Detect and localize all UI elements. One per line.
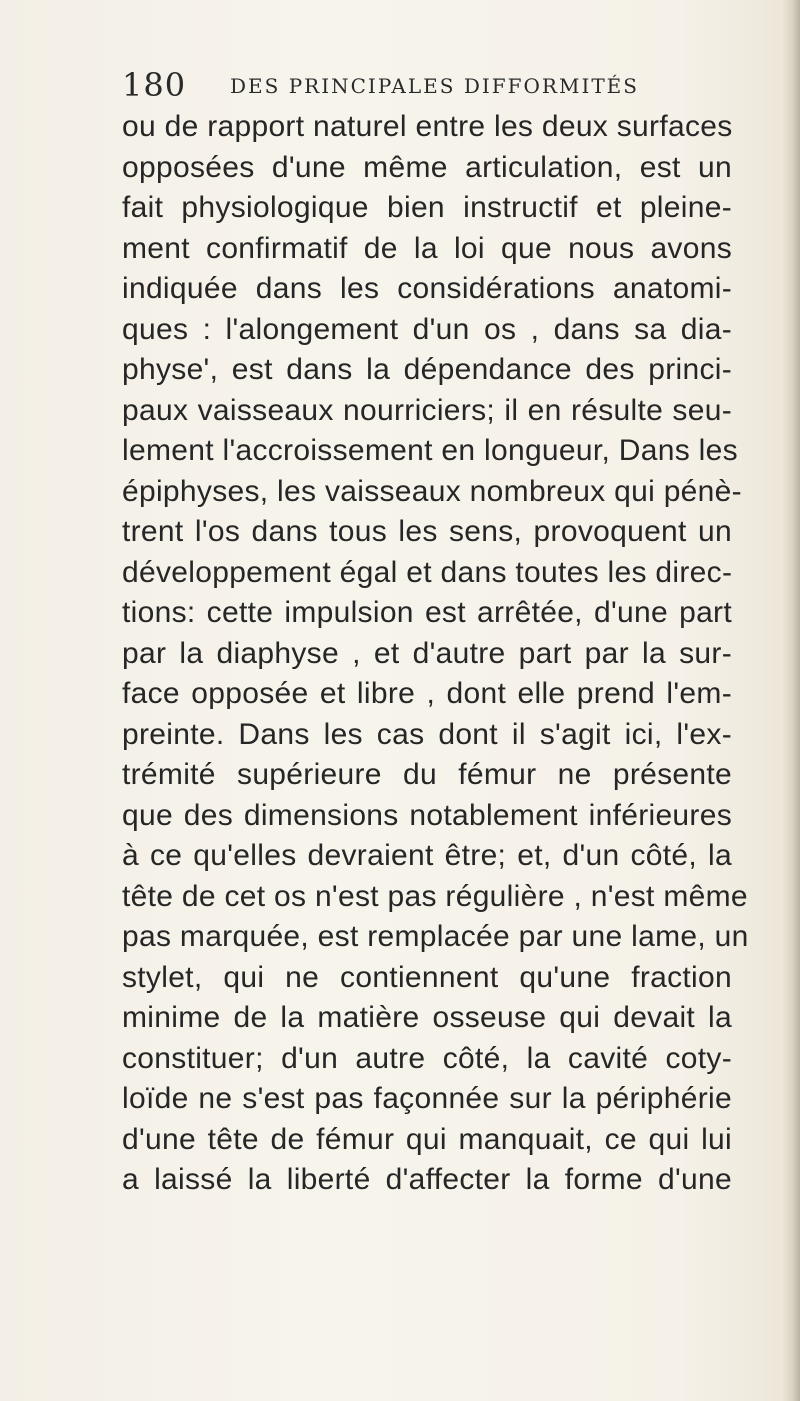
- text-line: tête de cet os n'est pas régulière , n'est même: [122, 879, 748, 913]
- text-line: d'une tête de fémur qui manquait, ce qui lui: [122, 1122, 732, 1156]
- text-line: trent l'os dans tous les sens, provoquent un: [122, 515, 732, 548]
- text-line: physe', est dans la dépendance des princi-: [122, 353, 732, 386]
- text-line: lement l'accroissement en longueur, Dans les: [122, 434, 738, 467]
- text-line: indiquée dans les considérations anatomi-: [122, 272, 732, 305]
- running-title: DES PRINCIPALES DIFFORMITÉS: [230, 74, 639, 98]
- text-line: ou de rapport naturel entre les deux surfaces: [122, 110, 733, 143]
- text-line: fait physiologique bien instructif et pleine-: [122, 191, 732, 224]
- text-line: trémité supérieure du fémur ne présente: [122, 758, 732, 791]
- text-line: tions: cette impulsion est arrêtée, d'une part: [122, 596, 732, 629]
- text-line: preinte. Dans les cas dont il s'agit ici, l'ex-: [122, 717, 732, 751]
- text-line: épiphyses, les vaisseaux nombreux qui pénè-: [122, 474, 742, 508]
- text-line: paux vaisseaux nourriciers; il en résulte seu-: [122, 393, 732, 427]
- text-line: par la diaphyse , et d'autre part par la sur-: [122, 636, 732, 670]
- text-line: ment confirmatif de la loi que nous avons: [122, 231, 732, 265]
- text-line: minime de la matière osseuse qui devait la: [122, 1001, 732, 1034]
- text-line: face opposée et libre , dont elle prend l'em-: [122, 677, 732, 710]
- text-line: pas marquée, est remplacée par une lame, un: [122, 920, 749, 953]
- text-line: constituer; d'un autre côté, la cavité coty-: [122, 1041, 732, 1075]
- text-line: loïde ne s'est pas façonnée sur la périphérie: [122, 1082, 732, 1115]
- text-line: à ce qu'elles devraient être; et, d'un côté, la: [122, 839, 732, 872]
- text-line: ques : l'alongement d'un os , dans sa dia-: [122, 312, 732, 346]
- text-line: stylet, qui ne contiennent qu'une fraction: [122, 960, 732, 994]
- page-header: [122, 66, 722, 106]
- body-text: [122, 107, 749, 1201]
- text-line: que des dimensions notablement inférieures: [122, 798, 732, 832]
- text-line: développement égal et dans toutes les direc-: [122, 555, 733, 589]
- page-number: 180: [122, 66, 187, 104]
- page-edge-shadow: [782, 0, 800, 1401]
- text-line: a laissé la liberté d'affecter la forme d'une: [122, 1163, 732, 1196]
- text-line: opposées d'une même articulation, est un: [122, 150, 732, 184]
